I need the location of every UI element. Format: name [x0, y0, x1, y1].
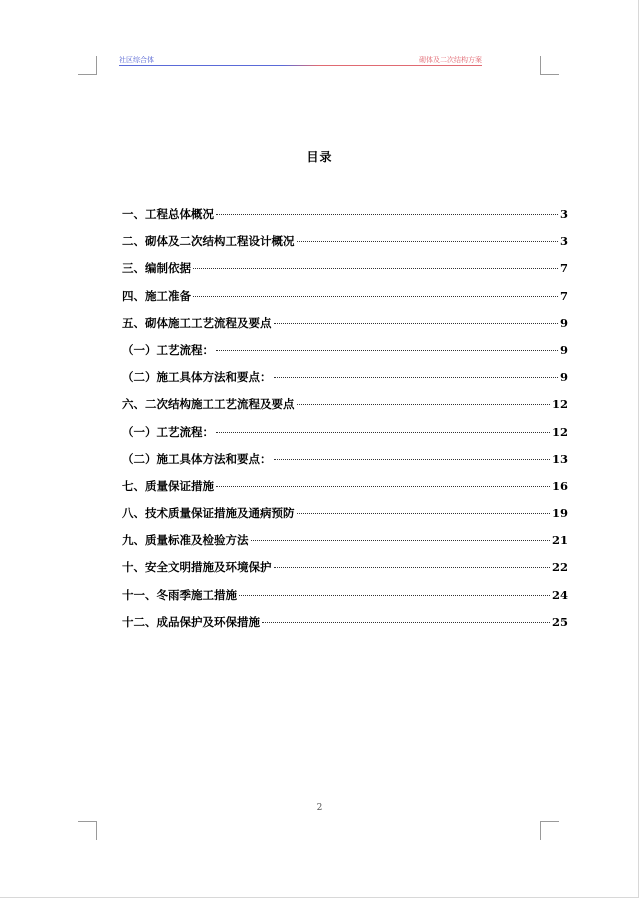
- toc-item-page: 12: [551, 424, 568, 439]
- toc-leader-dots: [262, 622, 550, 623]
- header-right-text: 砌体及二次结构方案: [419, 56, 482, 64]
- toc-leader-dots: [274, 323, 558, 324]
- toc-item-page: 9: [559, 370, 568, 385]
- toc-leader-dots: [251, 540, 550, 541]
- toc-item-page: 13: [551, 451, 568, 466]
- toc-item[interactable]: [122, 260, 568, 287]
- toc-item-label: 八、技术质量保证措施及通病预防: [122, 506, 295, 521]
- crop-mark-top-right: [540, 56, 559, 75]
- toc-leader-dots: [216, 486, 550, 487]
- toc-item-page: 9: [559, 342, 568, 357]
- toc-item-label: 六、二次结构施工工艺流程及要点: [122, 397, 295, 412]
- toc-leader-dots: [297, 513, 550, 514]
- header-divider: [119, 65, 482, 66]
- toc-item[interactable]: [122, 288, 568, 315]
- crop-mark-top-left: [78, 56, 97, 75]
- toc-item-label: 二、砌体及二次结构工程设计概况: [122, 234, 295, 249]
- toc-leader-dots: [193, 268, 558, 269]
- toc-item-page: 25: [551, 614, 568, 629]
- toc-item-page: 7: [559, 261, 568, 276]
- toc-item[interactable]: [122, 233, 568, 260]
- toc-item[interactable]: [122, 342, 568, 369]
- toc-item-page: 3: [559, 234, 568, 249]
- toc-leader-dots: [216, 350, 558, 351]
- toc-item[interactable]: [122, 424, 568, 451]
- toc-leader-dots: [239, 595, 550, 596]
- toc-leader-dots: [274, 567, 550, 568]
- crop-mark-bottom-left: [78, 821, 97, 840]
- toc-item-label: （二）施工具体方法和要点：: [122, 370, 272, 385]
- toc-item-label: 四、施工准备: [122, 288, 191, 303]
- toc-item-page: 12: [551, 397, 568, 412]
- toc-leader-dots: [216, 432, 550, 433]
- toc-leader-dots: [297, 241, 558, 242]
- toc-item[interactable]: [122, 315, 568, 342]
- toc-item-label: 五、砌体施工工艺流程及要点: [122, 315, 272, 330]
- toc-item-label: 十一、冬雨季施工措施: [122, 587, 237, 602]
- toc-item-page: 9: [559, 315, 568, 330]
- toc-item[interactable]: [122, 559, 568, 586]
- crop-mark-bottom-right: [540, 821, 559, 840]
- toc-item[interactable]: [122, 396, 568, 423]
- toc-item-page: 7: [559, 288, 568, 303]
- toc-item[interactable]: [122, 451, 568, 478]
- toc-leader-dots: [297, 404, 550, 405]
- toc-item-page: 24: [551, 587, 568, 602]
- toc-item-page: 22: [551, 560, 568, 575]
- toc-item-page: 21: [551, 533, 568, 548]
- toc-item-page: 19: [551, 506, 568, 521]
- page-number: 2: [316, 803, 323, 813]
- toc-item-page: 3: [559, 207, 568, 221]
- toc-item-label: 十、安全文明措施及环境保护: [122, 560, 272, 575]
- toc-item-page: 16: [551, 478, 568, 493]
- toc-leader-dots: [274, 459, 550, 460]
- toc-item-label: （二）施工具体方法和要点：: [122, 451, 272, 466]
- toc-item-label: 三、编制依据: [122, 261, 191, 276]
- toc-item-label: 七、质量保证措施: [122, 478, 214, 493]
- toc-item[interactable]: [122, 478, 568, 505]
- toc-title: 目录: [306, 150, 333, 164]
- toc-item[interactable]: [122, 206, 568, 233]
- toc-leader-dots: [274, 377, 558, 378]
- table-of-contents: [122, 206, 568, 641]
- toc-item-label: （一）工艺流程：: [122, 342, 214, 357]
- toc-item[interactable]: [122, 505, 568, 532]
- toc-item[interactable]: [122, 369, 568, 396]
- toc-item-label: （一）工艺流程：: [122, 424, 214, 439]
- toc-leader-dots: [216, 214, 558, 215]
- toc-item[interactable]: [122, 587, 568, 614]
- toc-item-label: 九、质量标准及检验方法: [122, 533, 249, 548]
- toc-item-label: 十二、成品保护及环保措施: [122, 614, 260, 629]
- toc-item[interactable]: [122, 614, 568, 641]
- toc-leader-dots: [193, 296, 558, 297]
- toc-item-label: 一、工程总体概况: [122, 207, 214, 221]
- header-left-text: 社区综合体: [119, 56, 154, 64]
- toc-item[interactable]: [122, 532, 568, 559]
